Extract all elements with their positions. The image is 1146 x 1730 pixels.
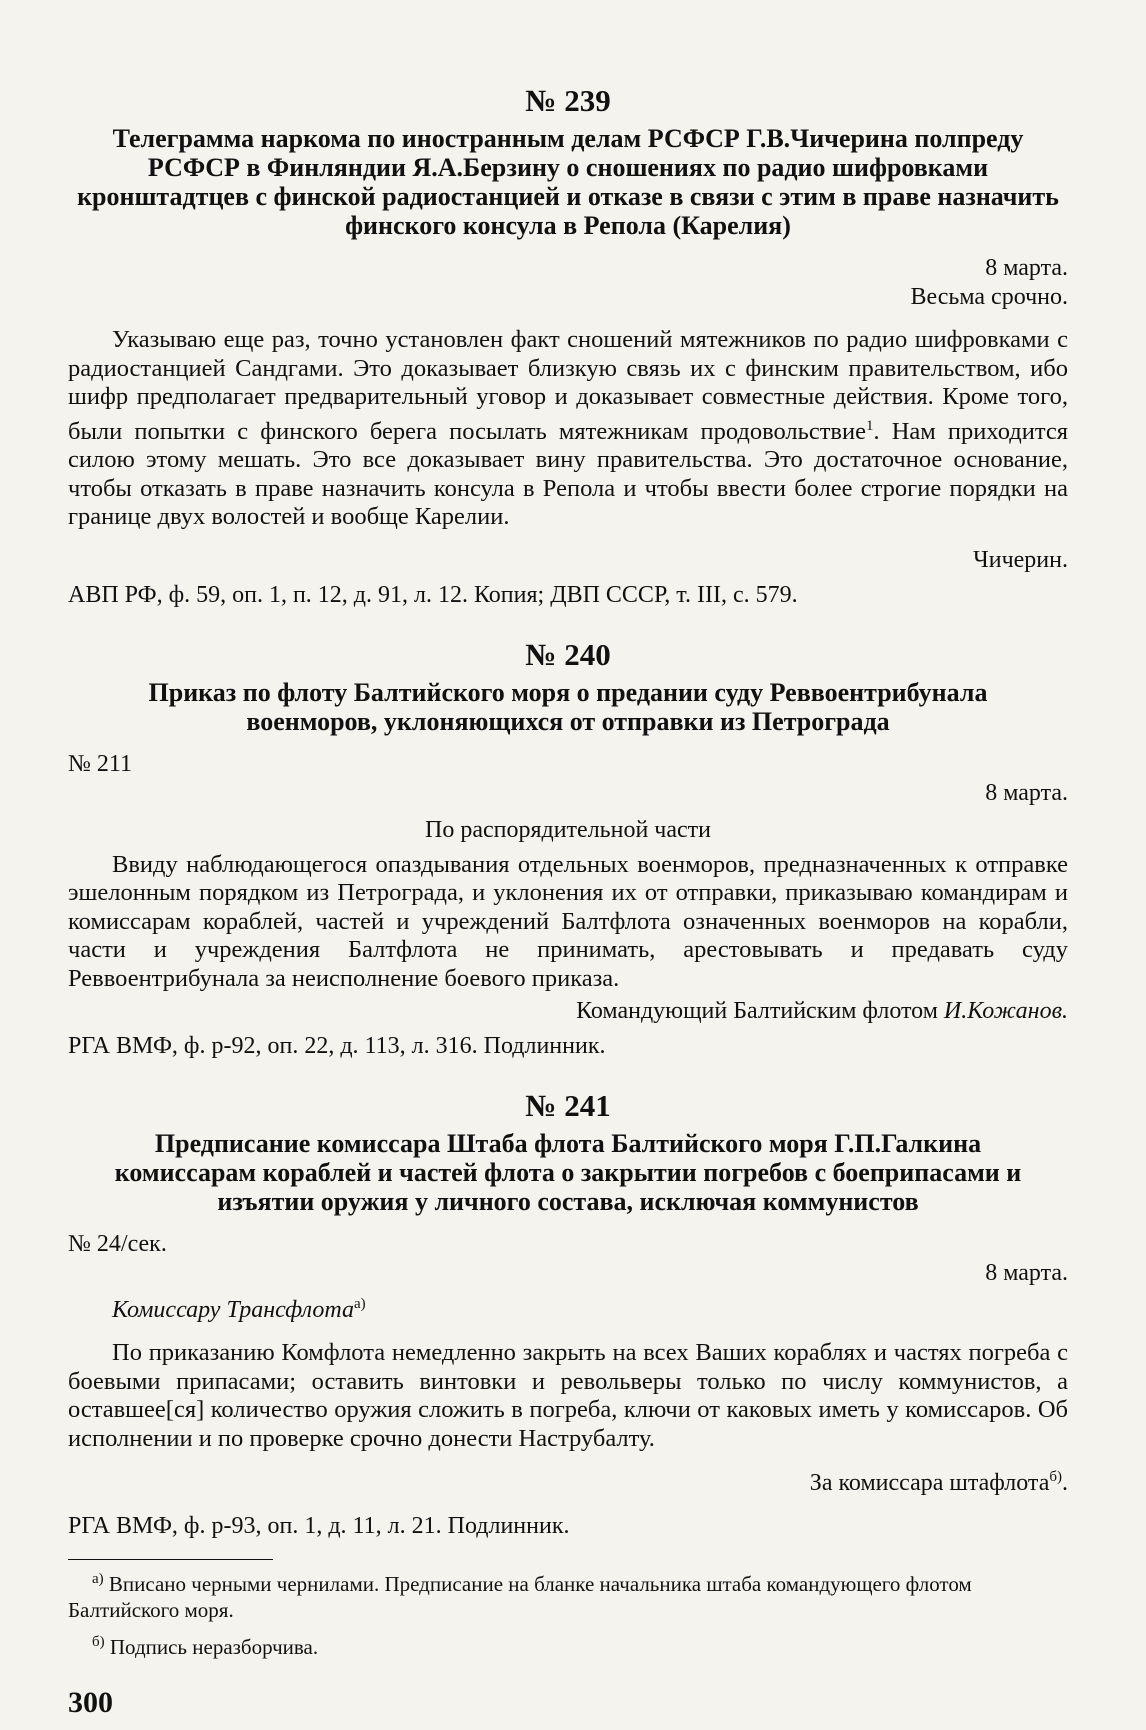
doc-date: 8 марта. xyxy=(985,1260,1068,1287)
document-240 xyxy=(68,638,1068,1062)
doc-number: № 241 xyxy=(525,1088,611,1124)
doc-body: Ввиду наблюдающегося опаздывания отдельных военморов, предназначенных к отправке эшелонным порядком из Петрограда, и уклонения их от отправки, приказываю командирам и комиссарам кораблей, частей и учреждений Балтфлота означенных военморов на корабли, части и учреждения Балтфлота не принимать, арестовывать и предавать суду Реввоентрибунала за неисполнение боевого приказа. xyxy=(68,850,1068,992)
order-header xyxy=(68,750,1068,779)
document-239 xyxy=(68,84,1068,610)
doc-number: № 239 xyxy=(525,83,611,118)
footnote-divider xyxy=(68,1559,273,1560)
doc-date: 8 марта. xyxy=(985,255,1068,281)
signature: Чичерин. xyxy=(973,546,1068,573)
section-label: По распорядительной части xyxy=(424,816,712,843)
doc-title: Приказ по флоту Балтийского моря о предании суду Реввоентрибунала военморов, уклоняющихся от отправки из Петрограда xyxy=(148,677,988,736)
order-number: № 211 xyxy=(68,750,133,777)
document-page xyxy=(68,84,1068,1720)
signature: За комиссара штафлота$^{б)}$. xyxy=(809,1469,1068,1497)
doc-body: По приказанию Комфлота немедленно закрыть на всех Ваших кораблях и частях погреба с боевыми припасами; оставить винтовки и револьверы только по числу коммунистов, а оставшее[ся] количество оружия сложить в погреба, ключи от каковых иметь у комиссаров. Об исполнении и по проверке срочно донести Наструбалту. xyxy=(68,1339,1068,1452)
archive-source: РГА ВМФ, ф. р-92, оп. 22, д. 113, л. 316. Подлинник. xyxy=(68,1033,606,1060)
archive-source: АВП РФ, ф. 59, оп. 1, п. 12, д. 91, л. 12. Копия; ДВП СССР, т. III, с. 579. xyxy=(68,581,798,608)
page-number: 300 xyxy=(68,1686,113,1720)
doc-date: 8 марта. xyxy=(985,779,1068,806)
document-241 xyxy=(68,1089,1068,1541)
ref-header xyxy=(68,1230,1068,1259)
urgency-note: Весьма срочно. xyxy=(910,284,1068,310)
ref-number: № 24/сек. xyxy=(68,1231,167,1258)
doc-title: Телеграмма наркома по иностранным делам РСФСР Г.В.Чичерина полпреду РСФСР в Финляндии Я.А.Берзину о сношениях по радио шифровками кронштадтцев с финской радиостанцией и отказе в связи с этим в праве назначить финского консула в Репола (Карелия) xyxy=(77,124,1059,240)
doc-title: Предписание комиссара Штаба флота Балтийского моря Г.П.Галкина комиссарам кораблей и частей флота о закрытии погребов с боеприпасами и изъятии оружия у личного состава, исключая коммунистов xyxy=(114,1129,1022,1217)
doc-body: Указываю еще раз, точно установлен факт сношений мятежников по радио шифровками с радиостанцией Сандгами. Это доказывает близкую связь их с финским правительством, ибо шифр предполагает предварительный уговор и доказывает совместные действия. Кроме того, были попытки с финского берега посылать мятежникам продовольствие$^1$. Нам приходится силою этому мешать. Это все доказывает вину правительства. Это достаточное основание, чтобы отказать в праве назначить консула в Репола и чтобы ввести более строгие порядки на границе двух волостей и вообще Карелии. xyxy=(68,326,1068,531)
archive-source: РГА ВМФ, ф. р-93, оп. 1, д. 11, л. 21. Подлинник. xyxy=(68,1513,570,1540)
doc-number: № 240 xyxy=(525,636,611,672)
addressee: Комиссару Трансфлота$^{а)}$ xyxy=(112,1296,366,1324)
footnote-b: $^{б)}$ Подпись неразборчива. xyxy=(92,1634,319,1660)
footnote-ref: 1 xyxy=(865,417,874,434)
footnote-a: $^{а)}$ Вписано черными чернилами. Предписание на бланке начальника штаба командующего флотом Балтийского моря. xyxy=(68,1571,972,1623)
signature: Командующий Балтийским флотом И.Кожанов. xyxy=(576,998,1068,1025)
